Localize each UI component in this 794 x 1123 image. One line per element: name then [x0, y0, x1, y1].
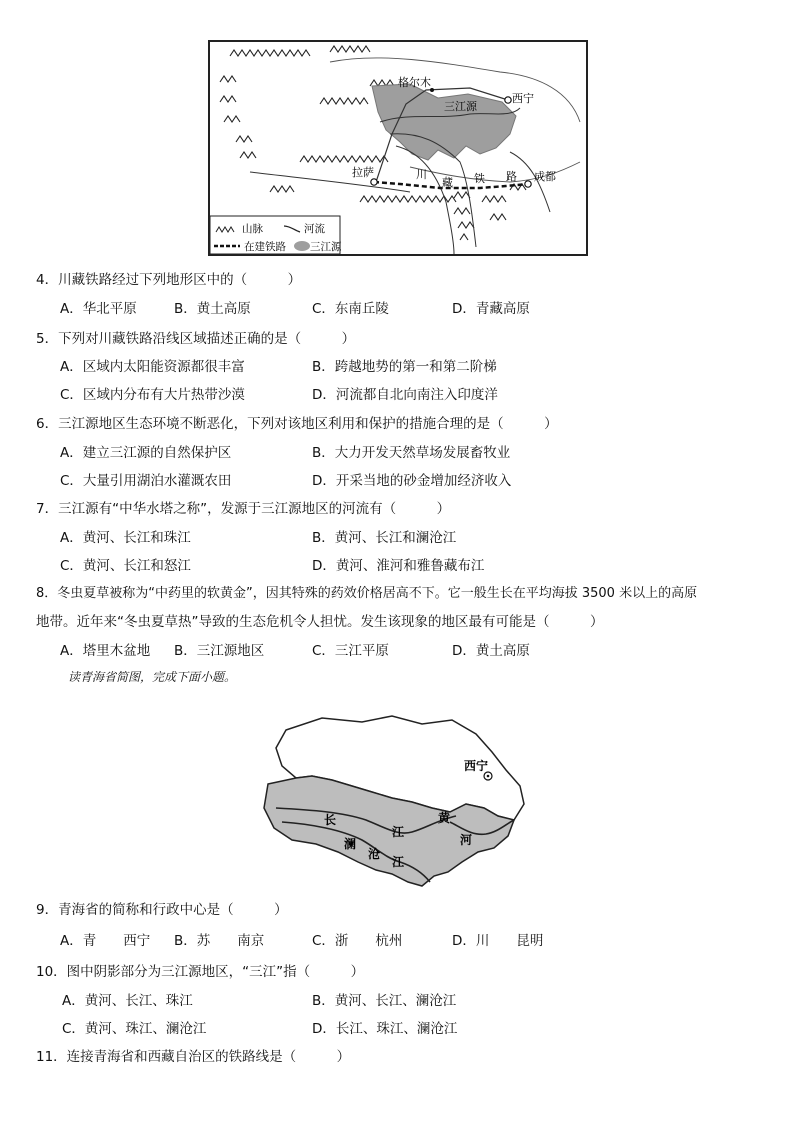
- lhasa-marker: [371, 179, 377, 185]
- question-7-option-c[interactable]: C．黄河、长江和怒江: [60, 558, 191, 574]
- xining-label: 西宁: [464, 759, 489, 773]
- question-8-stem: 8．冬虫夏草被称为“中药里的软黄金”，因其特殊的药效价格居高不下。它一般生长在平均海拔 3500 米以上的高原: [36, 586, 698, 601]
- question-10-stem: 10．图中阴影部分为三江源地区，“三江”指（ ）: [36, 964, 365, 980]
- question-6-option-c[interactable]: C．大量引用湖泊水灌溉农田: [60, 473, 232, 489]
- question-9-stem: 9．青海省的简称和行政中心是（ ）: [36, 902, 288, 918]
- lancang-label-2: 沧: [368, 847, 381, 861]
- question-5-option-b[interactable]: B．跨越地势的第一和第二阶梯: [312, 359, 497, 375]
- question-7-stem: 7．三江源有“中华水塔之称”，发源于三江源地区的河流有（ ）: [36, 501, 451, 517]
- question-5-option-c[interactable]: C．区域内分布有大片热带沙漠: [60, 387, 245, 403]
- lhasa-label: 拉萨: [352, 166, 374, 179]
- legend-river-label: 河流: [304, 223, 325, 235]
- question-6-option-a[interactable]: A．建立三江源的自然保护区: [60, 445, 232, 461]
- qinghai-map-svg: [262, 712, 528, 892]
- map-legend: [210, 216, 342, 254]
- changjiang-label-2: 江: [392, 825, 405, 839]
- question-11-stem: 11．连接青海省和西藏自治区的铁路线是（ ）: [36, 1049, 351, 1065]
- question-10-option-c[interactable]: C．黄河、珠江、澜沧江: [62, 1021, 207, 1037]
- legend-sanjiangyuan-label: 三江源: [310, 241, 342, 253]
- question-10-option-a[interactable]: A．黄河、长江、珠江: [62, 993, 193, 1009]
- question-8-option-d[interactable]: D．黄土高原: [452, 643, 530, 659]
- question-4-option-b[interactable]: B．黄土高原: [174, 301, 251, 317]
- xining-label: 西宁: [512, 92, 534, 105]
- question-7-option-d[interactable]: D．黄河、淮河和雅鲁藏布江: [312, 558, 485, 574]
- huanghe-label-1: 黄: [438, 811, 451, 825]
- question-8-option-a[interactable]: A．塔里木盆地: [60, 643, 151, 659]
- question-5-option-a[interactable]: A．区域内太阳能资源都很丰富: [60, 359, 245, 375]
- rail-label-tie: 铁: [474, 172, 485, 185]
- question-4-stem: 4．川藏铁路经过下列地形区中的（ ）: [36, 272, 302, 288]
- instruction-note: 读青海省简图，完成下面小题。: [68, 670, 237, 684]
- rail-label-zang: 藏: [442, 176, 453, 189]
- question-8-option-b[interactable]: B．三江源地区: [174, 643, 265, 659]
- rail-label-lu: 路: [506, 170, 517, 183]
- chengdu-marker: [525, 181, 531, 187]
- chengdu-label: 成都: [534, 170, 556, 183]
- golmud-label: 格尔木: [398, 76, 431, 89]
- sanjiangyuan-label: 三江源: [444, 100, 477, 113]
- tibet-railway-map: [208, 40, 588, 256]
- legend-mountain-label: 山脉: [242, 223, 263, 235]
- question-9-option-a[interactable]: A．青 西宁: [60, 933, 151, 949]
- changjiang-label-1: 长: [324, 813, 337, 827]
- question-10-option-b[interactable]: B．黄河、长江、澜沧江: [312, 993, 457, 1009]
- legend-sanjiangyuan-icon: [294, 241, 310, 251]
- xining-marker: [505, 97, 511, 103]
- question-4-option-c[interactable]: C．东南丘陵: [312, 301, 389, 317]
- question-4-option-d[interactable]: D．青藏高原: [452, 301, 530, 317]
- question-9-option-d[interactable]: D．川 昆明: [452, 933, 544, 949]
- question-8-stem-continued: 地带。近年来“冬虫夏草热”导致的生态危机令人担忧。发生该现象的地区最有可能是（ ）: [36, 614, 604, 630]
- question-4-option-a[interactable]: A．华北平原: [60, 301, 137, 317]
- lancang-label-3: 江: [392, 855, 405, 869]
- question-6-option-b[interactable]: B．大力开发天然草场发展畜牧业: [312, 445, 511, 461]
- question-6-stem: 6．三江源地区生态环境不断恶化，下列对该地区利用和保护的措施合理的是（ ）: [36, 416, 558, 432]
- question-5-stem: 5．下列对川藏铁路沿线区域描述正确的是（ ）: [36, 331, 356, 347]
- legend-railway-label: 在建铁路: [244, 241, 286, 253]
- question-9-option-c[interactable]: C．浙 杭州: [312, 933, 403, 949]
- lancang-label-1: 澜: [344, 837, 357, 851]
- question-7-option-b[interactable]: B．黄河、长江和澜沧江: [312, 530, 457, 546]
- huanghe-label-2: 河: [460, 833, 473, 847]
- question-8-option-c[interactable]: C．三江平原: [312, 643, 389, 659]
- question-9-option-b[interactable]: B．苏 南京: [174, 933, 265, 949]
- rail-label-chuan: 川: [416, 168, 427, 181]
- xining-marker-dot: [487, 775, 490, 778]
- qinghai-map: [262, 712, 528, 892]
- question-10-option-d[interactable]: D．长江、珠江、澜沧江: [312, 1021, 458, 1037]
- question-6-option-d[interactable]: D．开采当地的砂金增加经济收入: [312, 473, 512, 489]
- question-5-option-d[interactable]: D．河流都自北向南注入印度洋: [312, 387, 498, 403]
- question-7-option-a[interactable]: A．黄河、长江和珠江: [60, 530, 191, 546]
- tibet-railway-map-svg: [210, 42, 586, 254]
